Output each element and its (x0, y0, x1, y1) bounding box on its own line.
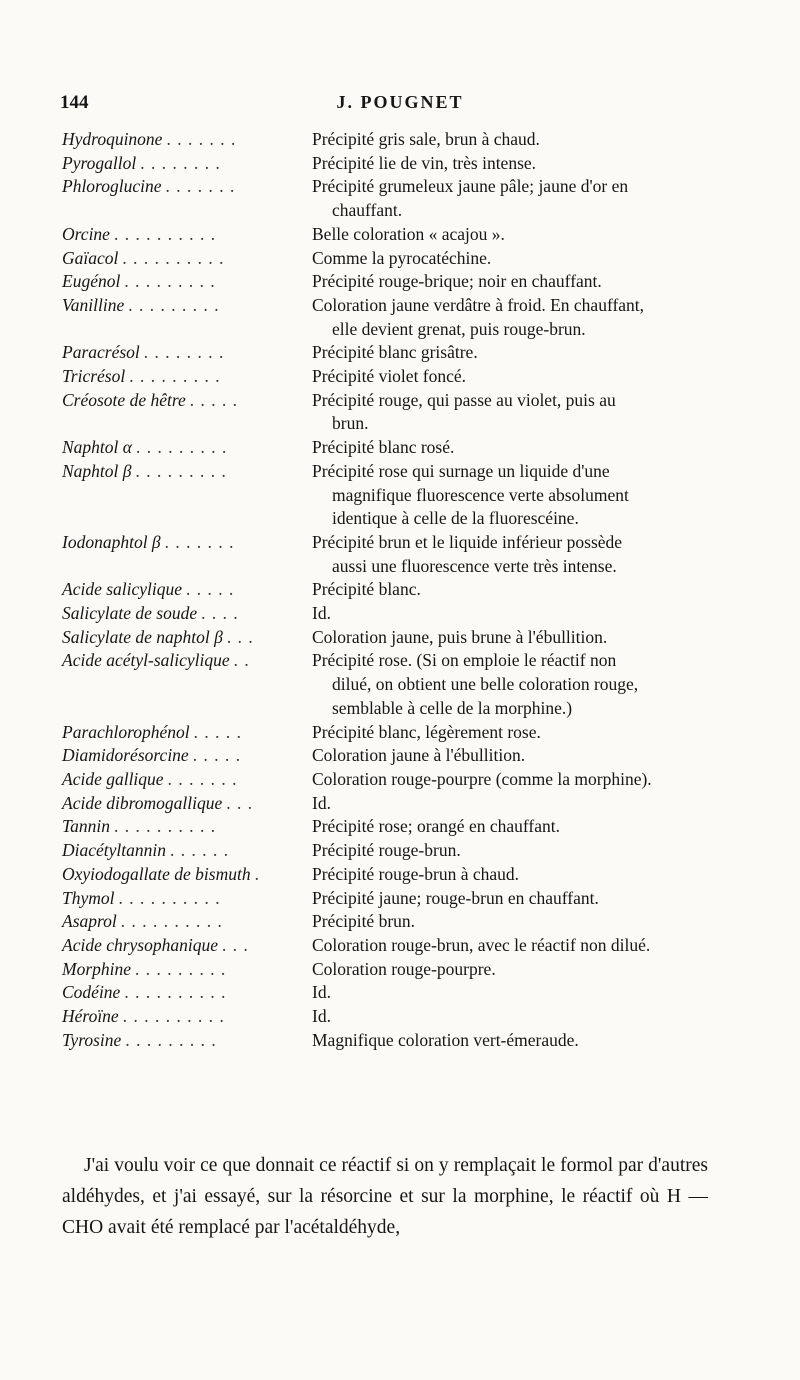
result-line: dilué, on obtient une belle coloration rouge, (332, 674, 639, 695)
result-line: Id. (312, 1006, 331, 1027)
leader-dots: . . . . . (194, 721, 243, 742)
leader-dots: . . . . . . . . . (125, 1029, 218, 1050)
result-line: Précipité rouge-brique; noir en chauffant. (312, 271, 602, 292)
compound-name (0, 602, 290, 626)
reaction-result (312, 981, 712, 1005)
leader-dots: . . . . . . . . . . (114, 223, 217, 244)
result-line: Coloration jaune, puis brune à l'ébullition. (312, 626, 608, 647)
table-row (0, 815, 800, 839)
result-line: Précipité violet foncé. (312, 366, 467, 387)
reaction-result (312, 341, 712, 365)
reaction-result (312, 721, 712, 745)
compound-name (0, 721, 290, 745)
compound-name (0, 365, 290, 389)
reaction-result (312, 887, 712, 911)
leader-dots: . . . . . . . . . (129, 366, 221, 387)
result-line: semblable à celle de la morphine.) (332, 697, 573, 718)
leader-dots: . . . . . . . . . (136, 437, 228, 458)
body-paragraph: J'ai voulu voir ce que donnait ce réactif si on y remplaçait le formol par d'autres aldéhydes, et j'ai essayé, sur la résorcine et sur la morphine, le réactif où H — CHO avait été remplacé par l'acétaldéhyde, (62, 1154, 708, 1238)
table-row (0, 152, 800, 176)
result-line: Précipité blanc grisâtre. (312, 342, 478, 363)
result-line: Coloration rouge-pourpre. (312, 958, 496, 979)
reaction-result (312, 1005, 712, 1029)
compound-name (0, 863, 290, 887)
reaction-result (312, 389, 712, 436)
compound-name (0, 981, 290, 1005)
result-line: magnifique fluorescence verte absolument (332, 484, 629, 505)
leader-dots: . . . . . . . . . . (114, 816, 217, 837)
compound-name (0, 223, 290, 247)
result-line: elle devient grenat, puis rouge-brun. (332, 318, 586, 339)
leader-dots: . . . . . . . . . . (121, 911, 224, 932)
reaction-result (312, 247, 712, 271)
compound-name (0, 910, 290, 934)
result-line: Précipité rose qui surnage un liquide d'une (312, 460, 610, 481)
result-line: brun. (332, 413, 369, 434)
compound-name (0, 460, 290, 531)
result-line: Précipité rouge-brun à chaud. (312, 863, 520, 884)
leader-dots: . . . . . . . . . (135, 460, 228, 481)
compound-label: Acide acétyl-salicylique (62, 650, 230, 671)
compound-label: Acide salicylique (62, 579, 183, 600)
reaction-result (312, 958, 712, 982)
compound-label: Oxyiodogallate de bismuth (62, 863, 251, 884)
table-row (0, 649, 800, 720)
table-row (0, 863, 800, 887)
leader-dots: . . . (227, 626, 255, 647)
table-row (0, 247, 800, 271)
leader-dots: . . . . . . . . . (124, 271, 217, 292)
compound-name (0, 389, 290, 436)
reaction-result (312, 863, 712, 887)
compound-label: Orcine (62, 223, 110, 244)
result-line: Précipité lie de vin, très intense. (312, 152, 537, 173)
page-header (0, 92, 800, 116)
result-line: Coloration rouge-brun, avec le réactif non dilué. (312, 934, 651, 955)
result-line: Précipité blanc. (312, 579, 421, 600)
reaction-result (312, 294, 712, 341)
result-line: Précipité brun et le liquide inférieur possède (312, 531, 623, 552)
compound-label: Codéine (62, 982, 121, 1003)
leader-dots: . . . . . . . . (140, 152, 222, 173)
reaction-result (312, 365, 712, 389)
table-row (0, 602, 800, 626)
result-line: Id. (312, 603, 331, 624)
leader-dots: . . . . . . . (167, 768, 238, 789)
compound-name (0, 294, 290, 341)
compound-name (0, 341, 290, 365)
reaction-result (312, 531, 712, 578)
compound-label: Parachlorophénol (62, 721, 190, 742)
table-row (0, 721, 800, 745)
compound-label: Naphtol β (62, 460, 132, 481)
result-line: Coloration rouge-pourpre (comme la morphine). (312, 768, 652, 789)
compound-label: Salicylate de soude (62, 603, 198, 624)
table-row (0, 294, 800, 341)
reaction-result (312, 1029, 712, 1053)
reaction-result (312, 460, 712, 531)
compound-name (0, 792, 290, 816)
reaction-result (312, 175, 712, 222)
compound-name (0, 1029, 290, 1053)
compound-label: Naphtol α (62, 437, 132, 458)
reaction-result (312, 744, 712, 768)
compound-name (0, 649, 290, 720)
leader-dots: . . . . . . . . . . (118, 887, 221, 908)
reaction-result (312, 626, 712, 650)
reaction-result (312, 436, 712, 460)
table-row (0, 744, 800, 768)
result-line: Précipité grumeleux jaune pâle; jaune d'or en (312, 176, 629, 197)
result-line: Précipité blanc rosé. (312, 437, 455, 458)
compound-name (0, 578, 290, 602)
compound-label: Diamidorésorcine (62, 745, 189, 766)
compound-label: Tricrésol (62, 366, 126, 387)
table-row (0, 389, 800, 436)
leader-dots: . . . . (201, 603, 240, 624)
compound-label: Créosote de hêtre (62, 389, 186, 410)
compound-name (0, 531, 290, 578)
reaction-result (312, 910, 712, 934)
table-row (0, 981, 800, 1005)
compound-label: Pyrogallol (62, 152, 137, 173)
table-row (0, 578, 800, 602)
leader-dots: . . . . . . . (166, 129, 237, 149)
compound-name (0, 626, 290, 650)
result-line: identique à celle de la fluorescéine. (332, 508, 579, 529)
leader-dots: . . . . . . (170, 840, 230, 861)
compound-label: Tannin (62, 816, 110, 837)
result-line: aussi une fluorescence verte très intense. (332, 555, 617, 576)
result-line: Id. (312, 982, 331, 1003)
compound-name (0, 887, 290, 911)
table-row (0, 270, 800, 294)
reaction-result (312, 815, 712, 839)
compound-name (0, 934, 290, 958)
reaction-result (312, 934, 712, 958)
compound-label: Salicylate de naphtol β (62, 626, 223, 647)
compound-label: Asaprol (62, 911, 117, 932)
table-row (0, 128, 800, 152)
compound-label: Acide chrysophanique (62, 934, 218, 955)
table-row (0, 839, 800, 863)
leader-dots: . . . . . . . (165, 176, 236, 197)
result-line: Précipité rose; orangé en chauffant. (312, 816, 560, 837)
leader-dots: . . . . . (186, 579, 235, 600)
table-row (0, 365, 800, 389)
table-row (0, 460, 800, 531)
compound-name (0, 270, 290, 294)
compound-label: Vanilline (62, 294, 125, 315)
leader-dots: . . . . . . . . . (135, 958, 227, 979)
compound-label: Acide gallique (62, 768, 164, 789)
compound-name (0, 768, 290, 792)
result-line: Précipité jaune; rouge-brun en chauffant. (312, 887, 599, 908)
reaction-result (312, 768, 712, 792)
leader-dots: . . . . . . . (165, 531, 235, 552)
compound-name (0, 128, 290, 152)
result-line: Id. (312, 792, 331, 813)
reaction-result (312, 152, 712, 176)
result-line: Précipité rouge, qui passe au violet, puis au (312, 389, 616, 410)
leader-dots: . . (234, 650, 251, 671)
leader-dots: . . . . . . . . . (128, 294, 220, 315)
reaction-result (312, 128, 712, 152)
compound-label: Hydroquinone (62, 129, 163, 149)
table-row (0, 626, 800, 650)
leader-dots: . . . . . (193, 745, 242, 766)
page-number: 144 (60, 92, 89, 113)
table-row (0, 792, 800, 816)
compound-name (0, 152, 290, 176)
table-row (0, 934, 800, 958)
table-row (0, 958, 800, 982)
compound-label: Morphine (62, 958, 132, 979)
result-line: Précipité brun. (312, 911, 416, 932)
reaction-result (312, 602, 712, 626)
result-line: Précipité rose. (Si on emploie le réactif non (312, 650, 617, 671)
compound-label: Phloroglucine (62, 176, 162, 197)
result-line: Précipité gris sale, brun à chaud. (312, 129, 540, 149)
reaction-result (312, 578, 712, 602)
leader-dots: . . . . . . . . . . (124, 982, 227, 1003)
result-line: chauffant. (332, 200, 403, 221)
result-line: Comme la pyrocatéchine. (312, 247, 492, 268)
leader-dots: . . . . . . . . (144, 342, 225, 363)
leader-dots: . (254, 863, 261, 884)
compound-name (0, 247, 290, 271)
reaction-result (312, 270, 712, 294)
leader-dots: . . . . . (190, 389, 239, 410)
table-row (0, 1029, 800, 1053)
running-head: J. POUGNET (336, 92, 464, 112)
leader-dots: . . . . . . . . . . (123, 1006, 226, 1027)
compound-name (0, 744, 290, 768)
table-row (0, 436, 800, 460)
compound-label: Acide dibromogallique (62, 792, 223, 813)
reaction-table (0, 128, 800, 1052)
result-line: Précipité rouge-brun. (312, 840, 461, 861)
table-row (0, 1005, 800, 1029)
leader-dots: . . . . . . . . . . (122, 247, 225, 268)
table-row (0, 223, 800, 247)
compound-name (0, 175, 290, 222)
result-line: Coloration jaune verdâtre à froid. En chauffant, (312, 294, 645, 315)
compound-name (0, 815, 290, 839)
table-row (0, 175, 800, 222)
compound-label: Diacétyltannin (62, 840, 167, 861)
table-row (0, 531, 800, 578)
compound-label: Thymol (62, 887, 115, 908)
compound-label: Iodonaphtol β (62, 531, 161, 552)
compound-label: Paracrésol (62, 342, 140, 363)
compound-label: Gaïacol (62, 247, 119, 268)
leader-dots: . . . (222, 934, 250, 955)
result-line: Précipité blanc, légèrement rose. (312, 721, 541, 742)
leader-dots: . . . (226, 792, 254, 813)
compound-label: Tyrosine (62, 1029, 122, 1050)
reaction-result (312, 223, 712, 247)
compound-name (0, 1005, 290, 1029)
result-line: Magnifique coloration vert-émeraude. (312, 1029, 579, 1050)
reaction-result (312, 839, 712, 863)
table-row (0, 887, 800, 911)
result-line: Belle coloration « acajou ». (312, 223, 505, 244)
compound-label: Héroïne (62, 1006, 119, 1027)
reaction-result (312, 792, 712, 816)
result-line: Coloration jaune à l'ébullition. (312, 745, 526, 766)
table-row (0, 341, 800, 365)
compound-name (0, 839, 290, 863)
compound-name (0, 436, 290, 460)
table-row (0, 910, 800, 934)
reaction-result (312, 649, 712, 720)
compound-name (0, 958, 290, 982)
table-row (0, 768, 800, 792)
compound-label: Eugénol (62, 271, 121, 292)
